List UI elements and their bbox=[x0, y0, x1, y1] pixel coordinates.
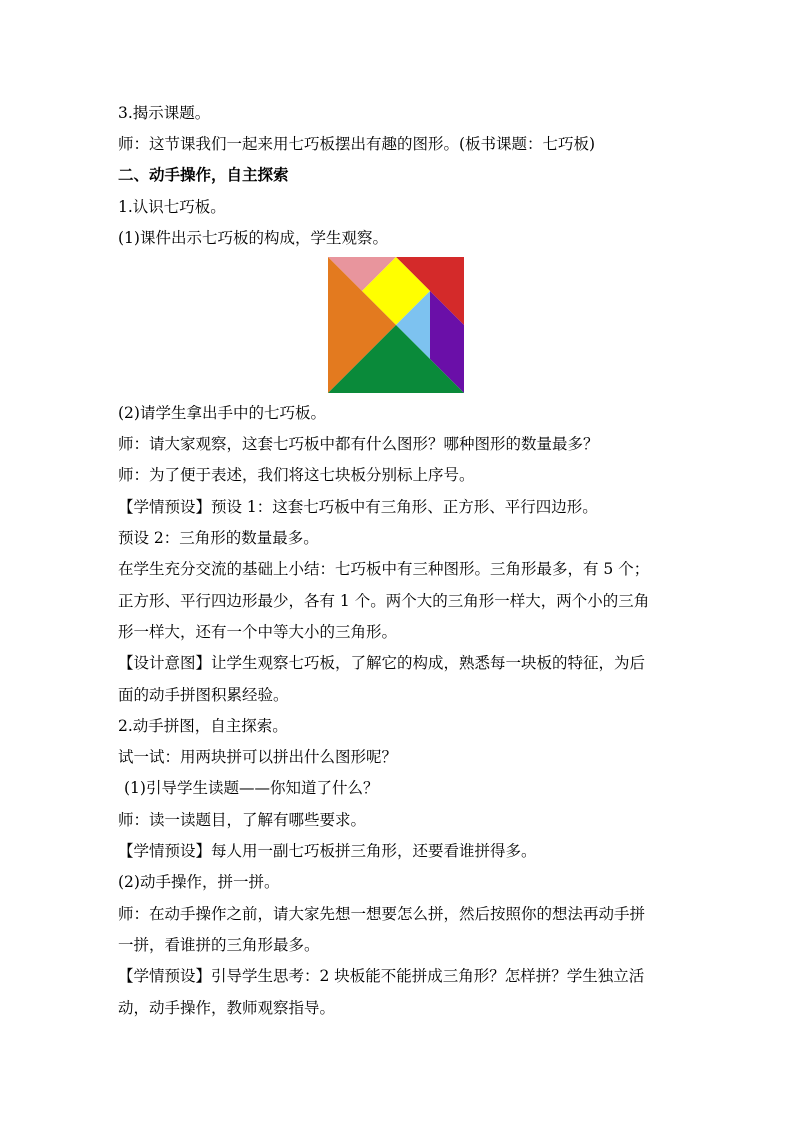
text-line: 【学情预设】预设 1：这套七巧板中有三角形、正方形、平行四边形。 bbox=[118, 498, 598, 516]
text-line: 1.认识七巧板。 bbox=[118, 198, 226, 216]
text-line: 【设计意图】让学生观察七巧板，了解它的构成，熟悉每一块板的特征，为后 bbox=[118, 654, 646, 672]
text-line: 在学生充分交流的基础上小结：七巧板中有三种图形。三角形最多，有 5 个； bbox=[118, 560, 650, 578]
text-line: 面的动手拼图积累经验。 bbox=[118, 686, 289, 704]
text-line: 师：在动手操作之前，请大家先想一想要怎么拼，然后按照你的想法再动手拼 bbox=[118, 905, 646, 923]
text-line: 【学情预设】引导学生思考：2 块板能不能拼成三角形？怎样拼？学生独立活 bbox=[118, 967, 645, 985]
text-line: 师：读一读题目，了解有哪些要求。 bbox=[118, 811, 367, 829]
text-line: 正方形、平行四边形最少，各有 1 个。两个大的三角形一样大，两个小的三角 bbox=[118, 592, 650, 610]
text-line: 3.揭示课题。 bbox=[118, 104, 211, 122]
text-line: 一拼，看谁拼的三角形最多。 bbox=[118, 936, 320, 954]
text-line: 动，动手操作，教师观察指导。 bbox=[118, 999, 336, 1017]
text-line: (2)请学生拿出手中的七巧板。 bbox=[118, 404, 326, 422]
text-line: (2)动手操作，拼一拼。 bbox=[118, 873, 280, 891]
tangram-svg bbox=[328, 257, 464, 393]
text-line: 师：请大家观察，这套七巧板中都有什么图形？哪种图形的数量最多？ bbox=[118, 435, 599, 453]
tangram-figure bbox=[328, 257, 464, 393]
text-line: 【学情预设】每人用一副七巧板拼三角形，还要看谁拼得多。 bbox=[118, 842, 537, 860]
text-line: 师：这节课我们一起来用七巧板摆出有趣的图形。(板书课题：七巧板) bbox=[118, 135, 596, 153]
section-heading: 二、动手操作，自主探索 bbox=[118, 165, 289, 184]
text-line: 试一试：用两块拼可以拼出什么图形呢？ bbox=[118, 748, 398, 766]
text-line: 预设 2：三角形的数量最多。 bbox=[118, 529, 319, 547]
text-line: (1)课件出示七巧板的构成，学生观察。 bbox=[118, 229, 388, 247]
text-line: 形一样大，还有一个中等大小的三角形。 bbox=[118, 623, 398, 641]
text-line: (1)引导学生读题——你知道了什么？ bbox=[124, 779, 379, 797]
text-line: 2.动手拼图，自主探索。 bbox=[118, 717, 288, 735]
text-line: 师：为了便于表述，我们将这七块板分别标上序号。 bbox=[118, 466, 475, 484]
